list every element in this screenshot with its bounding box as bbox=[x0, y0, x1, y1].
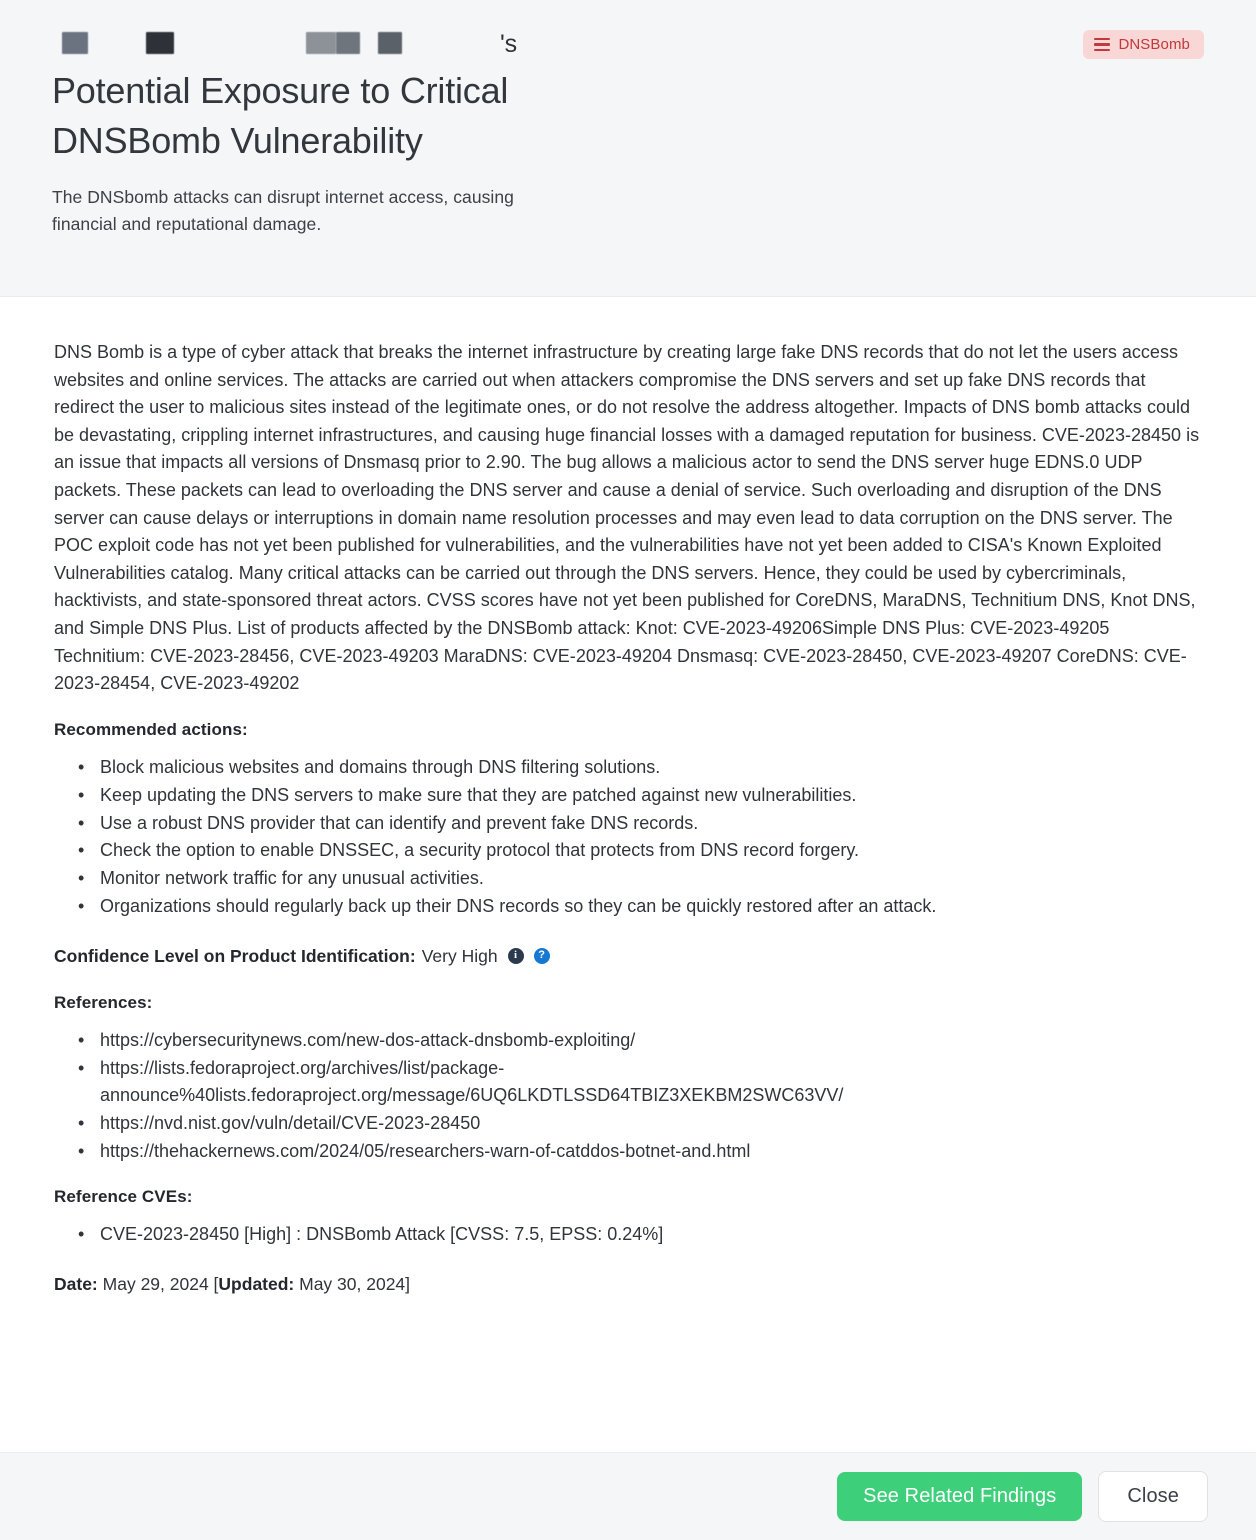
date-row bbox=[54, 1271, 1200, 1297]
date-value: May 29, 2024 [ bbox=[102, 1273, 219, 1294]
page-subtitle: The DNSbomb attacks can disrupt internet access, causing financial and reputational damage. bbox=[52, 187, 514, 234]
list-item: • Block malicious websites and domains through DNS filtering solutions. bbox=[100, 754, 1200, 781]
see-related-findings-button[interactable]: See Related Findings bbox=[837, 1472, 1082, 1521]
reference-cves-heading: Reference CVEs: bbox=[54, 1187, 193, 1207]
updated-label: Updated: bbox=[218, 1273, 295, 1294]
list-item: • Keep updating the DNS servers to make sure that they are patched against new vulnerabilities. bbox=[100, 782, 1200, 809]
list-item: • Monitor network traffic for any unusual activities. bbox=[100, 865, 1200, 892]
references-list bbox=[54, 1027, 1200, 1166]
modal-footer bbox=[0, 1452, 1256, 1540]
confidence-level-row bbox=[54, 943, 1200, 969]
description-paragraph: DNS Bomb is a type of cyber attack that breaks the internet infrastructure by creating large fake DNS records that do not let the users access websites and online services. The attacks are carried out when attackers compromise the DNS servers and set up fake DNS records that redirect the user to malicious sites instead of the legitimate ones, or do not resolve the address altogether. Impacts of DNS bomb attacks could be devastating, crippling internet infrastructures, and causing huge financial losses with a damaged reputation for business. CVE-2023-28450 is an issue that impacts all versions of Dnsmasq prior to 2.90. The bug allows a malicious actor to send the DNS server huge EDNS.0 UDP packets. These packets can lead to overloading the DNS server and cause a denial of service. Such overloading and disruption of the DNS server can cause delays or interruptions in domain name resolution processes and may even lead to data corruption on the DNS server. The POC exploit code has not yet been published for vulnerabilities, and the vulnerabilities have not yet been added to CISA's Known Exploited Vulnerabilities catalog. Many critical attacks can be carried out through the DNS servers. Hence, they could be used by cybercriminals, hacktivists, and state-sponsored threat actors. CVSS scores have not yet been published for CoreDNS, MaraDNS, Technitium DNS, Knot DNS, and Simple DNS Plus. List of products affected by the DNSBomb attack: Knot: CVE-2023-49206Simple DNS Plus: CVE-2023-49205 Technitium: CVE-2023-28456, CVE-2023-49203 MaraDNS: CVE-2023-49204 Dnsmasq: CVE-2023-28450, CVE-2023-49207 CoreDNS: CVE-2023-28454, CVE-2023-49202 bbox=[54, 342, 1200, 694]
list-item[interactable]: • https://cybersecuritynews.com/new-dos-attack-dnsbomb-exploiting/ bbox=[100, 1027, 970, 1054]
status-badge-label: DNSBomb bbox=[1118, 36, 1190, 53]
redacted-block bbox=[336, 32, 360, 54]
help-icon[interactable]: ? bbox=[534, 948, 550, 964]
menu-lines-icon bbox=[1094, 38, 1110, 51]
updated-value: May 30, 2024] bbox=[299, 1273, 411, 1294]
list-item[interactable]: • https://nvd.nist.gov/vuln/detail/CVE-2023-28450 bbox=[100, 1110, 970, 1137]
redacted-block bbox=[306, 32, 336, 54]
list-item[interactable]: • https://thehackernews.com/2024/05/researchers-warn-of-catddos-botnet-and.html bbox=[100, 1138, 970, 1165]
redacted-block bbox=[62, 32, 88, 54]
list-item: • CVE-2023-28450 [High] : DNSBomb Attack [CVSS: 7.5, EPSS: 0.24%] bbox=[100, 1221, 1200, 1248]
recommended-actions-list bbox=[54, 754, 1200, 921]
date-label: Date: bbox=[54, 1273, 98, 1294]
confidence-level-value: Very High bbox=[421, 945, 498, 966]
confidence-level-label: Confidence Level on Product Identification: bbox=[54, 945, 416, 966]
reference-cves-list bbox=[54, 1221, 1200, 1248]
references-heading: References: bbox=[54, 992, 153, 1012]
page-title: Potential Exposure to Critical DNSBomb Vulnerability bbox=[52, 70, 509, 161]
modal-body bbox=[0, 297, 1256, 1452]
close-button[interactable]: Close bbox=[1098, 1471, 1208, 1522]
list-item[interactable]: • https://lists.fedoraproject.org/archives/list/package-announce%40lists.fedoraproject.org/message/6UQ6LKDTLSSD64TBIZ3XEKBM2SWC63VV/ bbox=[100, 1055, 970, 1110]
redacted-block bbox=[146, 32, 174, 54]
redacted-organization-line bbox=[52, 26, 1206, 60]
redacted-visible-suffix: 's bbox=[500, 29, 517, 58]
info-icon[interactable]: i bbox=[508, 948, 524, 964]
redacted-block bbox=[378, 32, 402, 54]
list-item: • Use a robust DNS provider that can identify and prevent fake DNS records. bbox=[100, 810, 1200, 837]
status-badge[interactable] bbox=[1083, 30, 1204, 59]
modal-header bbox=[0, 0, 1256, 297]
list-item: • Check the option to enable DNSSEC, a security protocol that protects from DNS record forgery. bbox=[100, 837, 1200, 864]
list-item: • Organizations should regularly back up their DNS records so they can be quickly restored after an attack. bbox=[100, 893, 1200, 920]
recommended-actions-heading: Recommended actions: bbox=[54, 719, 248, 739]
